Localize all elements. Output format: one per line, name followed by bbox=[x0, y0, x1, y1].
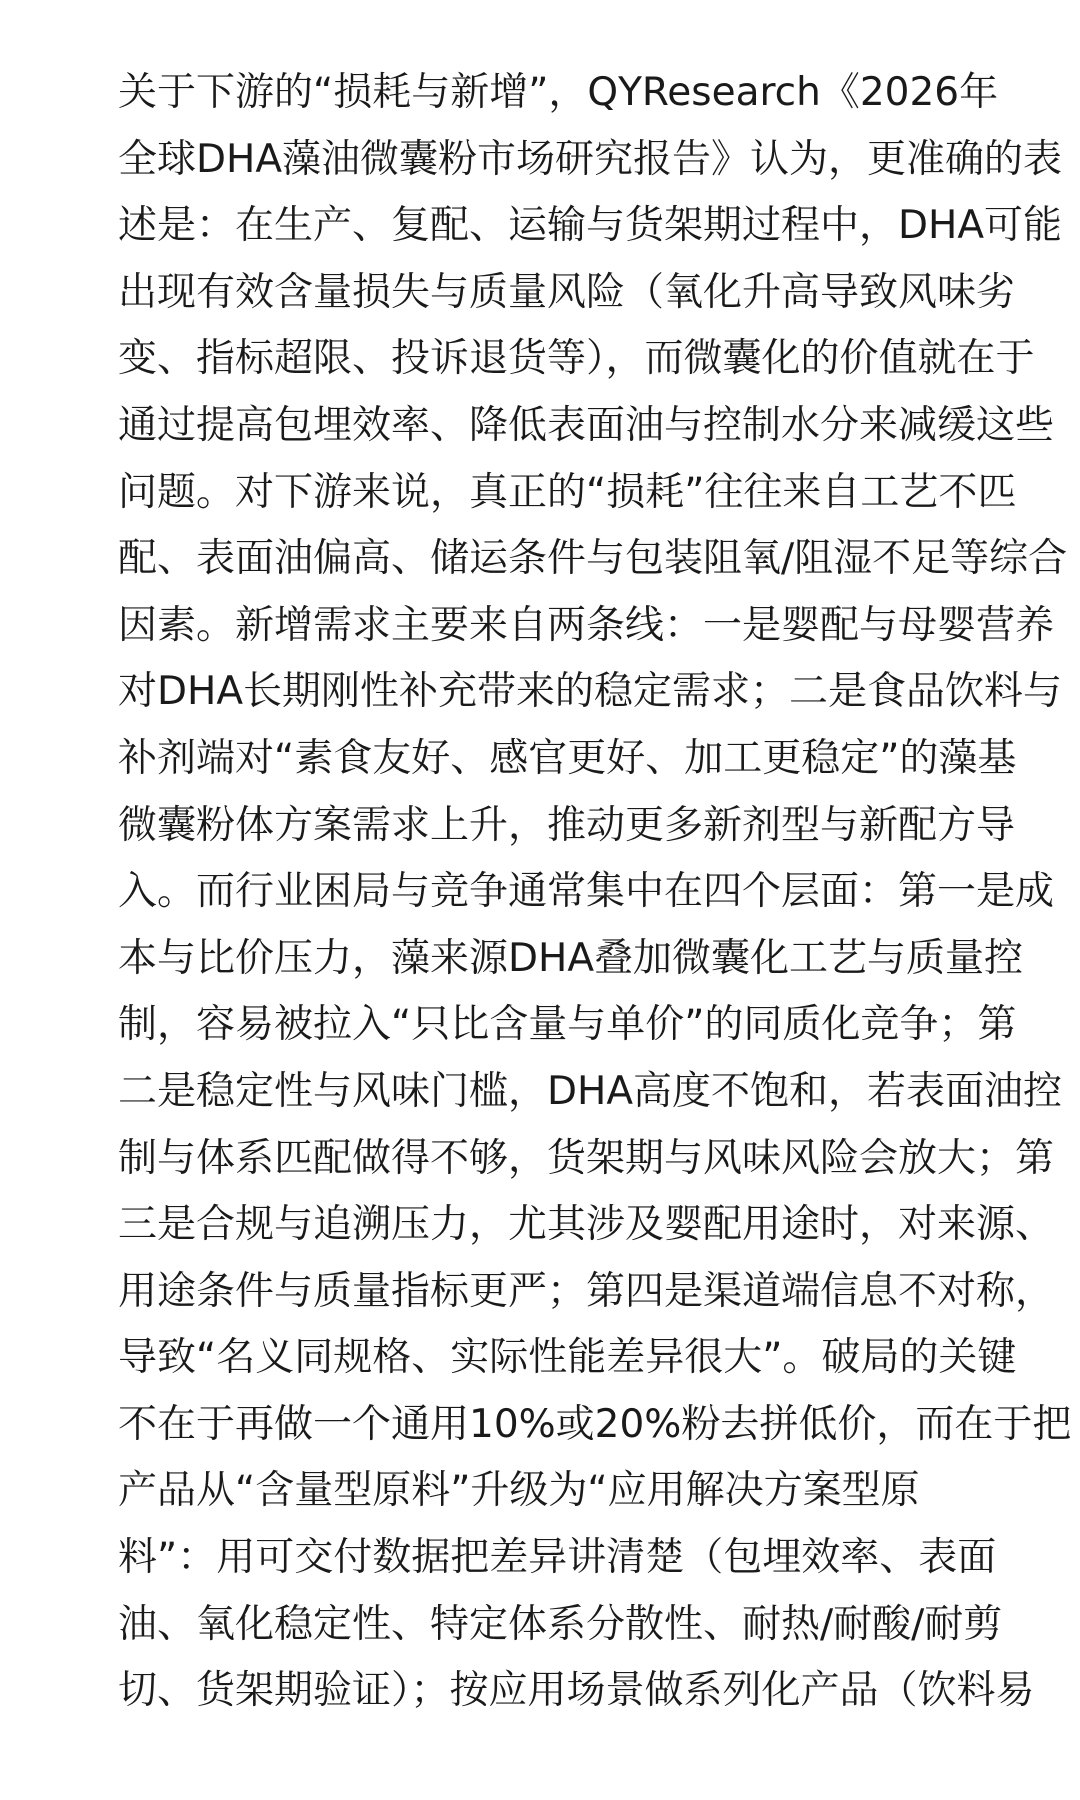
text-line: 用途条件与质量指标更严；第四是渠道端信息不对称， bbox=[118, 1268, 1055, 1314]
text-line: 本与比价压力，藻来源DHA叠加微囊化工艺与质量控 bbox=[118, 935, 1024, 981]
text-line: 出现有效含量损失与质量风险（氧化升高导致风味劣 bbox=[118, 269, 1016, 315]
text-line: 变、指标超限、投诉退货等），而微囊化的价值就在于 bbox=[118, 336, 1035, 382]
text-line: 因素。新增需求主要来自两条线：一是婴配与母婴营养 bbox=[118, 602, 1055, 648]
text-line: 不在于再做一个通用10%或20%粉去拼低价，而在于把 bbox=[118, 1401, 1072, 1447]
text-line: 导致“名义同规格、实际性能差异很大”。破局的关键 bbox=[118, 1335, 1017, 1381]
article-body bbox=[118, 60, 1072, 1725]
text-line: 产品从“含量型原料”升级为“应用解决方案型原 bbox=[118, 1468, 920, 1514]
text-line: 通过提高包埋效率、降低表面油与控制水分来减缓这些 bbox=[118, 402, 1055, 448]
text-line: 料”：用可交付数据把差异讲清楚（包埋效率、表面 bbox=[118, 1535, 997, 1581]
text-line: 述是：在生产、复配、运输与货架期过程中，DHA可能 bbox=[118, 203, 1063, 249]
text-line: 制，容易被拉入“只比含量与单价”的同质化竞争；第 bbox=[118, 1002, 1017, 1048]
text-line: 微囊粉体方案需求上升，推动更多新剂型与新配方导 bbox=[118, 802, 1016, 848]
text-line: 入。而行业困局与竞争通常集中在四个层面：第一是成 bbox=[118, 869, 1055, 915]
text-line: 制与体系匹配做得不够，货架期与风味风险会放大；第 bbox=[118, 1135, 1055, 1181]
text-line: 切、货架期验证）；按应用场景做系列化产品（饮料易 bbox=[118, 1668, 1035, 1714]
text-line: 油、氧化稳定性、特定体系分散性、耐热/耐酸/耐剪 bbox=[118, 1601, 1003, 1647]
text-line: 问题。对下游来说，真正的“损耗”往往来自工艺不匹 bbox=[118, 469, 1017, 515]
text-line: 补剂端对“素食友好、感官更好、加工更稳定”的藻基 bbox=[118, 735, 1017, 781]
text-line: 关于下游的“损耗与新增”，QYResearch《2026年 bbox=[118, 70, 999, 115]
text-line: 全球DHA藻油微囊粉市场研究报告》认为，更准确的表 bbox=[118, 136, 1063, 182]
text-line: 三是合规与追溯压力，尤其涉及婴配用途时，对来源、 bbox=[118, 1202, 1055, 1248]
text-line: 对DHA长期刚性补充带来的稳定需求；二是食品饮料与 bbox=[118, 669, 1063, 715]
text-line: 配、表面油偏高、储运条件与包装阻氧/阻湿不足等综合 bbox=[118, 536, 1068, 582]
text-line: 二是稳定性与风味门槛，DHA高度不饱和，若表面油控 bbox=[118, 1068, 1063, 1114]
